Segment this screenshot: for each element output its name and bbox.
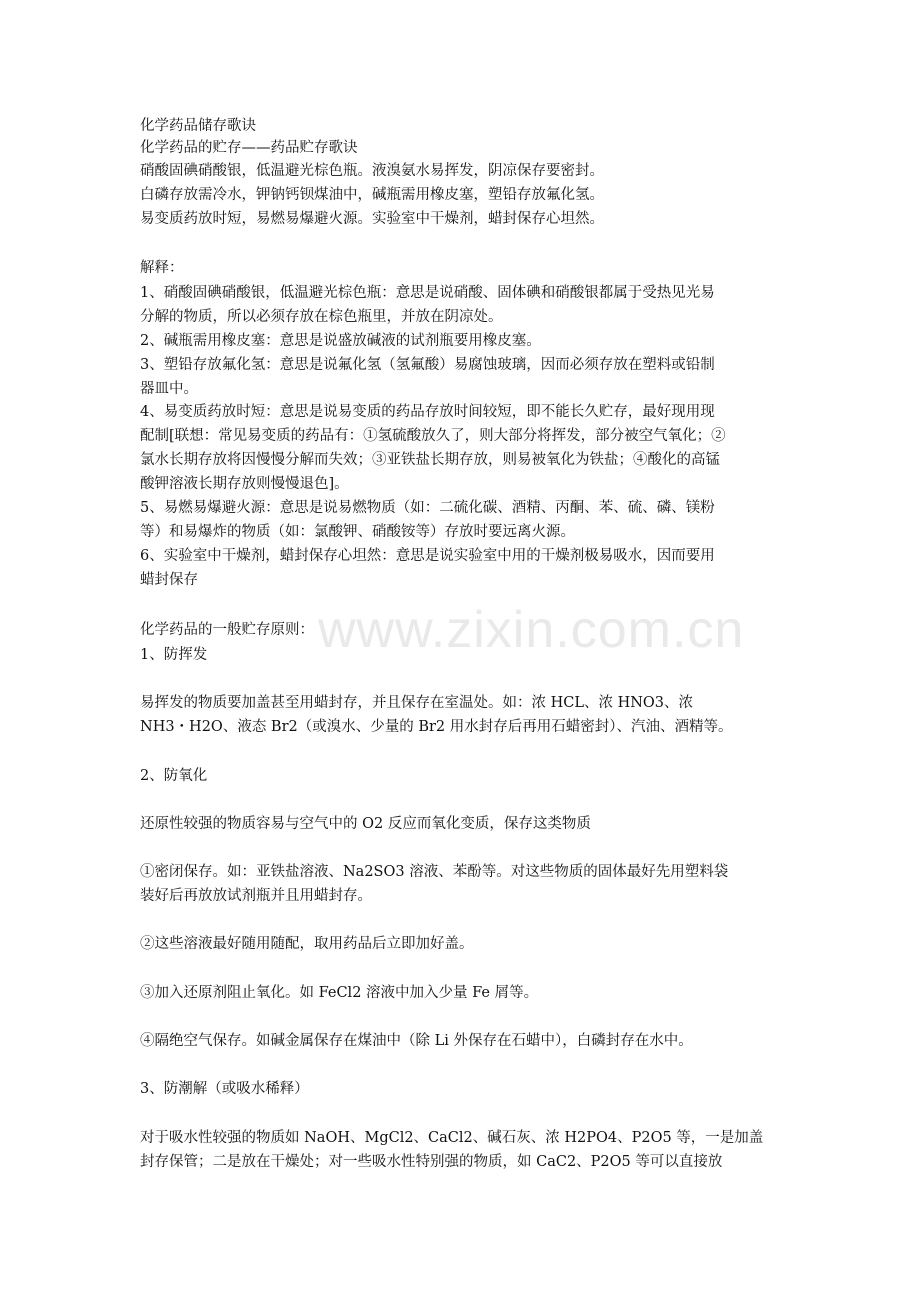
principles-heading: 化学药品的一般贮存原则： bbox=[140, 622, 314, 638]
explanation-line: 2、碱瓶需用橡皮塞：意思是说盛放碱液的试剂瓶要用橡皮塞。 bbox=[140, 333, 541, 349]
document-subtitle: 化学药品的贮存——药品贮存歌诀 bbox=[140, 140, 358, 156]
explanation-line: 蜡封保存 bbox=[140, 572, 198, 588]
paragraph-line: ②这些溶液最好随用随配，取用药品后立即加好盖。 bbox=[140, 936, 474, 952]
explanation-line: 5、易燃易爆避火源：意思是说易燃物质（如：二硫化碳、酒精、丙酮、苯、硫、磷、镁粉 bbox=[140, 500, 715, 516]
explanation-line: 器皿中。 bbox=[140, 381, 198, 397]
explanation-line: 分解的物质，所以必须存放在棕色瓶里，并放在阴凉处。 bbox=[140, 309, 503, 325]
explanation-line: 1、硝酸固碘硝酸银，低温避光棕色瓶：意思是说硝酸、固体碘和硝酸银都属于受热见光易 bbox=[140, 285, 715, 301]
paragraph-line: 对于吸水性较强的物质如 NaOH、MgCl2、CaCl2、碱石灰、浓 H2PO4、P2O5 等，一是加盖 bbox=[140, 1130, 764, 1146]
verse-line: 硝酸固碘硝酸银，低温避光棕色瓶。液溴氨水易挥发，阴凉保存要密封。 bbox=[140, 163, 604, 179]
explanation-line: 6、实验室中干燥剂，蜡封保存心坦然：意思是说实验室中用的干燥剂极易吸水，因而要用 bbox=[140, 548, 715, 564]
explanation-line: 3、塑铅存放氟化氢：意思是说氟化氢（氢氟酸）易腐蚀玻璃，因而必须存放在塑料或铅制 bbox=[140, 357, 715, 373]
section-heading: 2、防氧化 bbox=[140, 768, 208, 784]
paragraph-line: 还原性较强的物质容易与空气中的 O2 反应而氧化变质，保存这类物质 bbox=[140, 816, 591, 832]
paragraph-line: ①密闭保存。如：亚铁盐溶液、Na2SO3 溶液、苯酚等。对这些物质的固体最好先用塑料袋 bbox=[140, 864, 729, 880]
explanation-line: 氯水长期存放将因慢慢分解而失效；③亚铁盐长期存放，则易被氧化为铁盐；④酸化的高锰 bbox=[140, 452, 720, 468]
paragraph-line: 封存保管；二是放在干燥处；对一些吸水性特别强的物质，如 CaC2、P2O5 等可以直接放 bbox=[140, 1154, 723, 1170]
explanation-line: 4、易变质药放时短：意思是说易变质的药品存放时间较短，即不能长久贮存，最好现用现 bbox=[140, 404, 715, 420]
paragraph-line: 装好后再放放试剂瓶并且用蜡封存。 bbox=[140, 888, 372, 904]
section-heading: 3、防潮解（或吸水稀释） bbox=[140, 1081, 309, 1097]
section-heading: 1、防挥发 bbox=[140, 647, 208, 663]
paragraph-line: ③加入还原剂阻止氧化。如 FeCl2 溶液中加入少量 Fe 屑等。 bbox=[140, 985, 539, 1001]
paragraph-line: ④隔绝空气保存。如碱金属保存在煤油中（除 Li 外保存在石蜡中），白磷封存在水中。 bbox=[140, 1033, 693, 1049]
verse-line: 易变质药放时短，易燃易爆避火源。实验室中干燥剂，蜡封保存心坦然。 bbox=[140, 211, 604, 227]
verse-line: 白磷存放需冷水，钾钠钙钡煤油中，碱瓶需用橡皮塞，塑铅存放氟化氢。 bbox=[140, 187, 604, 203]
document-title: 化学药品储存歌诀 bbox=[140, 118, 256, 134]
explanation-line: 酸钾溶液长期存放则慢慢退色]。 bbox=[140, 476, 349, 492]
watermark: www.zixin.com.cn bbox=[318, 601, 745, 659]
explanation-heading: 解释： bbox=[140, 260, 184, 276]
paragraph-line: 易挥发的物质要加盖甚至用蜡封存，并且保存在室温处。如：浓 HCL、浓 HNO3、浓 bbox=[140, 695, 694, 711]
explanation-line: 等）和易爆炸的物质（如：氯酸钾、硝酸铵等）存放时要远离火源。 bbox=[140, 524, 575, 540]
paragraph-line: NH3・H2O、液态 Br2（或溴水、少量的 Br2 用水封存后再用石蜡密封）、汽油、酒精等。 bbox=[140, 719, 733, 735]
explanation-line: 配制[联想：常见易变质的药品有：①氢硫酸放久了，则大部分将挥发，部分被空气氧化；② bbox=[140, 428, 726, 444]
